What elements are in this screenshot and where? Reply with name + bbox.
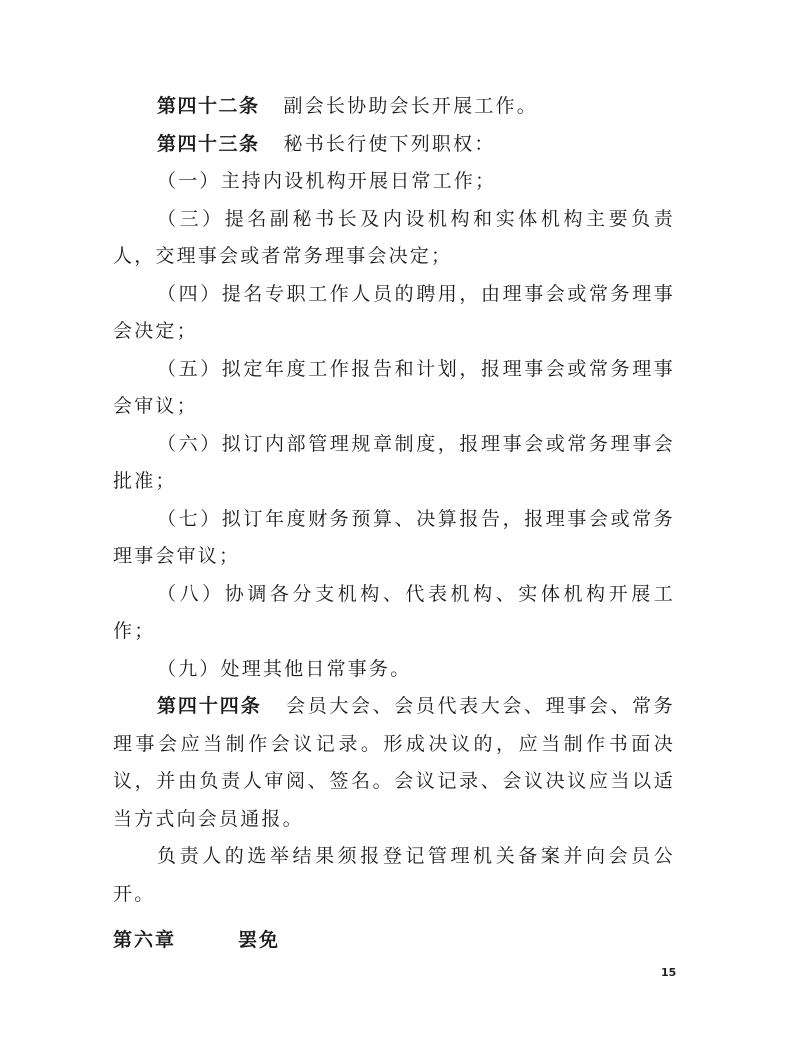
document-body <box>113 88 675 960</box>
list-item: （四）提名专职工作人员的聘用，由理事会或常务理事会决定； <box>113 282 675 342</box>
article-number: 第四十三条 <box>157 132 260 155</box>
article-44 <box>113 688 675 838</box>
chapter-number: 第六章 <box>113 929 177 951</box>
article-number: 第四十二条 <box>157 95 260 117</box>
chapter-title: 罢免 <box>238 929 281 951</box>
article-text: 副会长协助会长开展工作。 <box>283 95 538 117</box>
page-number: 15 <box>661 966 677 979</box>
chapter-heading <box>113 922 675 960</box>
list-item: （九）处理其他日常事务。 <box>157 657 412 680</box>
body-paragraph: 负责人的选举结果须报登记管理机关备案并向会员公开。 <box>113 845 675 905</box>
list-item: （八）协调各分支机构、代表机构、实体机构开展工作； <box>113 582 675 642</box>
article-43 <box>113 126 675 164</box>
article-text: 会员大会、会员代表大会、理事会、常务理事会应当制作会议记录。形成决议的，应当制作书面决议，并由负责人审阅、签名。会议记录、会议决议应当以适当方式向会员通报。 <box>113 695 675 830</box>
article-text: 秘书长行使下列职权： <box>283 132 496 155</box>
article-42 <box>113 88 675 126</box>
list-item: （六）拟订内部管理规章制度，报理事会或常务理事会批准； <box>113 432 675 492</box>
article-number: 第四十四条 <box>157 695 262 717</box>
list-item: （一）主持内设机构开展日常工作； <box>157 170 497 192</box>
list-item: （五）拟定年度工作报告和计划，报理事会或常务理事会审议； <box>113 357 675 417</box>
list-item: （三）提名副秘书长及内设机构和实体机构主要负责人，交理事会或者常务理事会决定； <box>113 207 675 267</box>
list-item: （七）拟订年度财务预算、决算报告，报理事会或常务理事会审议； <box>113 507 675 567</box>
